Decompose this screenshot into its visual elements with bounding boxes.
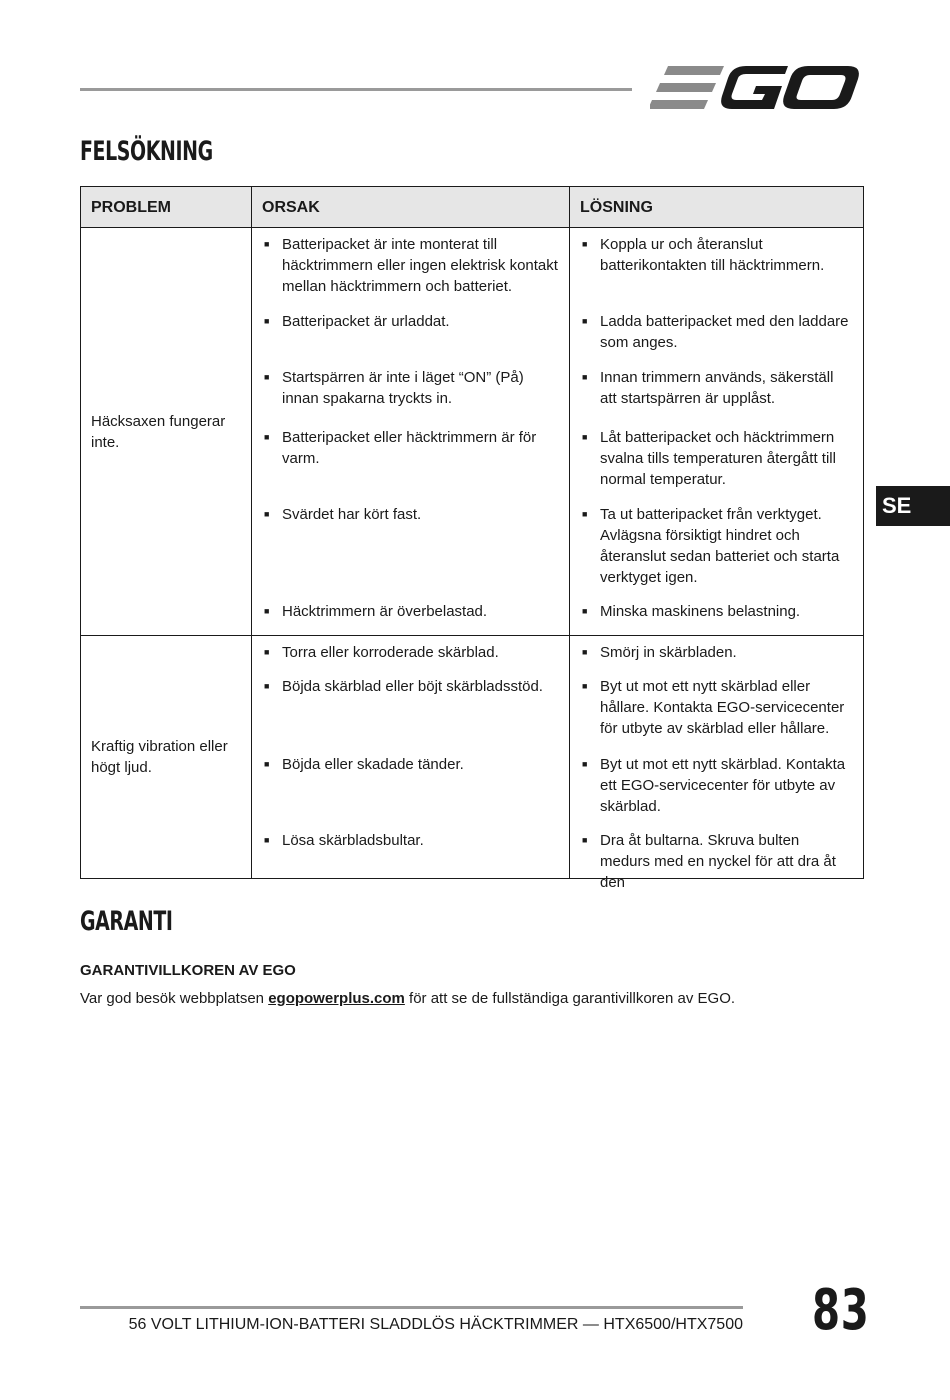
table-row [81,636,864,879]
bullet-icon: ■ [582,647,588,657]
warranty-text-after: för att se de fullständiga garantivillkoren av EGO. [404,990,736,1007]
page-number: 83 [812,1278,870,1343]
solution-item: ■ Ladda batteripacket med den laddare som anges. [582,313,849,351]
cause-item: ■ Batteripacket eller häcktrimmern är för varm. [264,429,537,467]
warranty-title: GARANTI [80,906,173,937]
cause-cell [252,228,570,636]
bullet-icon: ■ [582,759,588,769]
bullet-icon: ■ [264,835,270,845]
cause-item: ■ Lösa skärbladsbultar. [264,832,424,849]
bullet-icon: ■ [264,606,270,616]
cause-item: ■ Batteripacket är inte monterat till häcktrimmern eller ingen elektrisk kontakt mellan häcktrimmern och batteriet. [264,236,558,295]
bullet-icon: ■ [582,681,588,691]
bullet-icon: ■ [582,316,588,326]
cause-item: ■ Svärdet har kört fast. [264,506,422,523]
cause-item: ■ Häcktrimmern är överbelastad. [264,603,488,620]
bullet-icon: ■ [264,681,270,691]
ego-logo [650,62,862,114]
bullet-icon: ■ [582,432,588,442]
solution-cell [570,636,864,891]
bullet-icon: ■ [582,372,588,382]
bullet-icon: ■ [582,835,588,845]
solution-item: ■ Dra åt bultarna. Skruva bulten medurs med en nyckel för att dra åt den [582,832,836,891]
solution-item: ■ Ta ut batteripacket från verktyget. Avlägsna försiktigt hindret och återanslut sedan batteriet och starta verktyget igen. [582,506,840,586]
solution-item: ■ Koppla ur och återanslut batterikontakten till häcktrimmern. [582,236,825,274]
solution-item: ■ Låt batteripacket och häcktrimmern svalna tills temperaturen återgått till normal temperatur. [582,429,836,488]
table-row [81,228,864,636]
warranty-text [80,990,735,1007]
bullet-icon: ■ [264,316,270,326]
bullet-icon: ■ [264,647,270,657]
troubleshooting-table [80,186,864,891]
warranty-text-before: Var god besök webbplatsen [80,990,269,1007]
bullet-icon: ■ [264,372,270,382]
cause-item: ■ Startspärren är inte i läget “ON” (På) innan spakarna tryckts in. [264,369,524,407]
bullet-icon: ■ [264,239,270,249]
language-tab-se: SE [876,486,950,526]
solution-item: ■ Byt ut mot ett nytt skärblad. Kontakta ett EGO-servicecenter för utbyte av skärblad. [582,756,846,815]
solution-item: ■ Smörj in skärbladen. [582,644,737,661]
bullet-icon: ■ [264,509,270,519]
solution-item: ■ Innan trimmern används, säkerställ att startspärren är upplåst. [582,369,834,407]
cause-item: ■ Torra eller korroderade skärblad. [264,644,499,661]
problem-cell: Kraftig vibration eller högt ljud. [81,636,252,879]
cause-item: ■ Böjda eller skadade tänder. [264,756,464,773]
column-header-cause: ORSAK [252,187,570,228]
column-header-problem: PROBLEM [81,187,252,228]
bullet-icon: ■ [582,606,588,616]
problem-cell: Häcksaxen fungerar inte. [81,228,252,636]
bullet-icon: ■ [582,509,588,519]
solution-cell [570,228,864,636]
bullet-icon: ■ [264,432,270,442]
bullet-icon: ■ [264,759,270,769]
table-header-row [81,187,864,228]
cause-item: ■ Batteripacket är urladdat. [264,313,450,330]
troubleshooting-title: FELSÖKNING [80,136,213,167]
solution-item: ■ Minska maskinens belastning. [582,603,801,620]
header-rule [80,88,632,91]
solution-item: ■ Byt ut mot ett nytt skärblad eller hållare. Kontakta EGO-servicecenter för utbyte av skärblad eller hållare. [582,678,845,737]
warranty-subtitle: GARANTIVILLKOREN AV EGO [80,962,296,979]
footer-rule [80,1306,743,1309]
bullet-icon: ■ [582,239,588,249]
footer-product-title: 56 VOLT LITHIUM-ION-BATTERI SLADDLÖS HÄCKTRIMMER — HTX6500/HTX7500 [128,1316,743,1333]
column-header-solution: LÖSNING [570,187,864,228]
website-link[interactable]: egopowerplus.com [268,990,405,1007]
cause-item: ■ Böjda skärblad eller böjt skärbladsstöd. [264,678,543,695]
cause-cell [252,636,570,879]
